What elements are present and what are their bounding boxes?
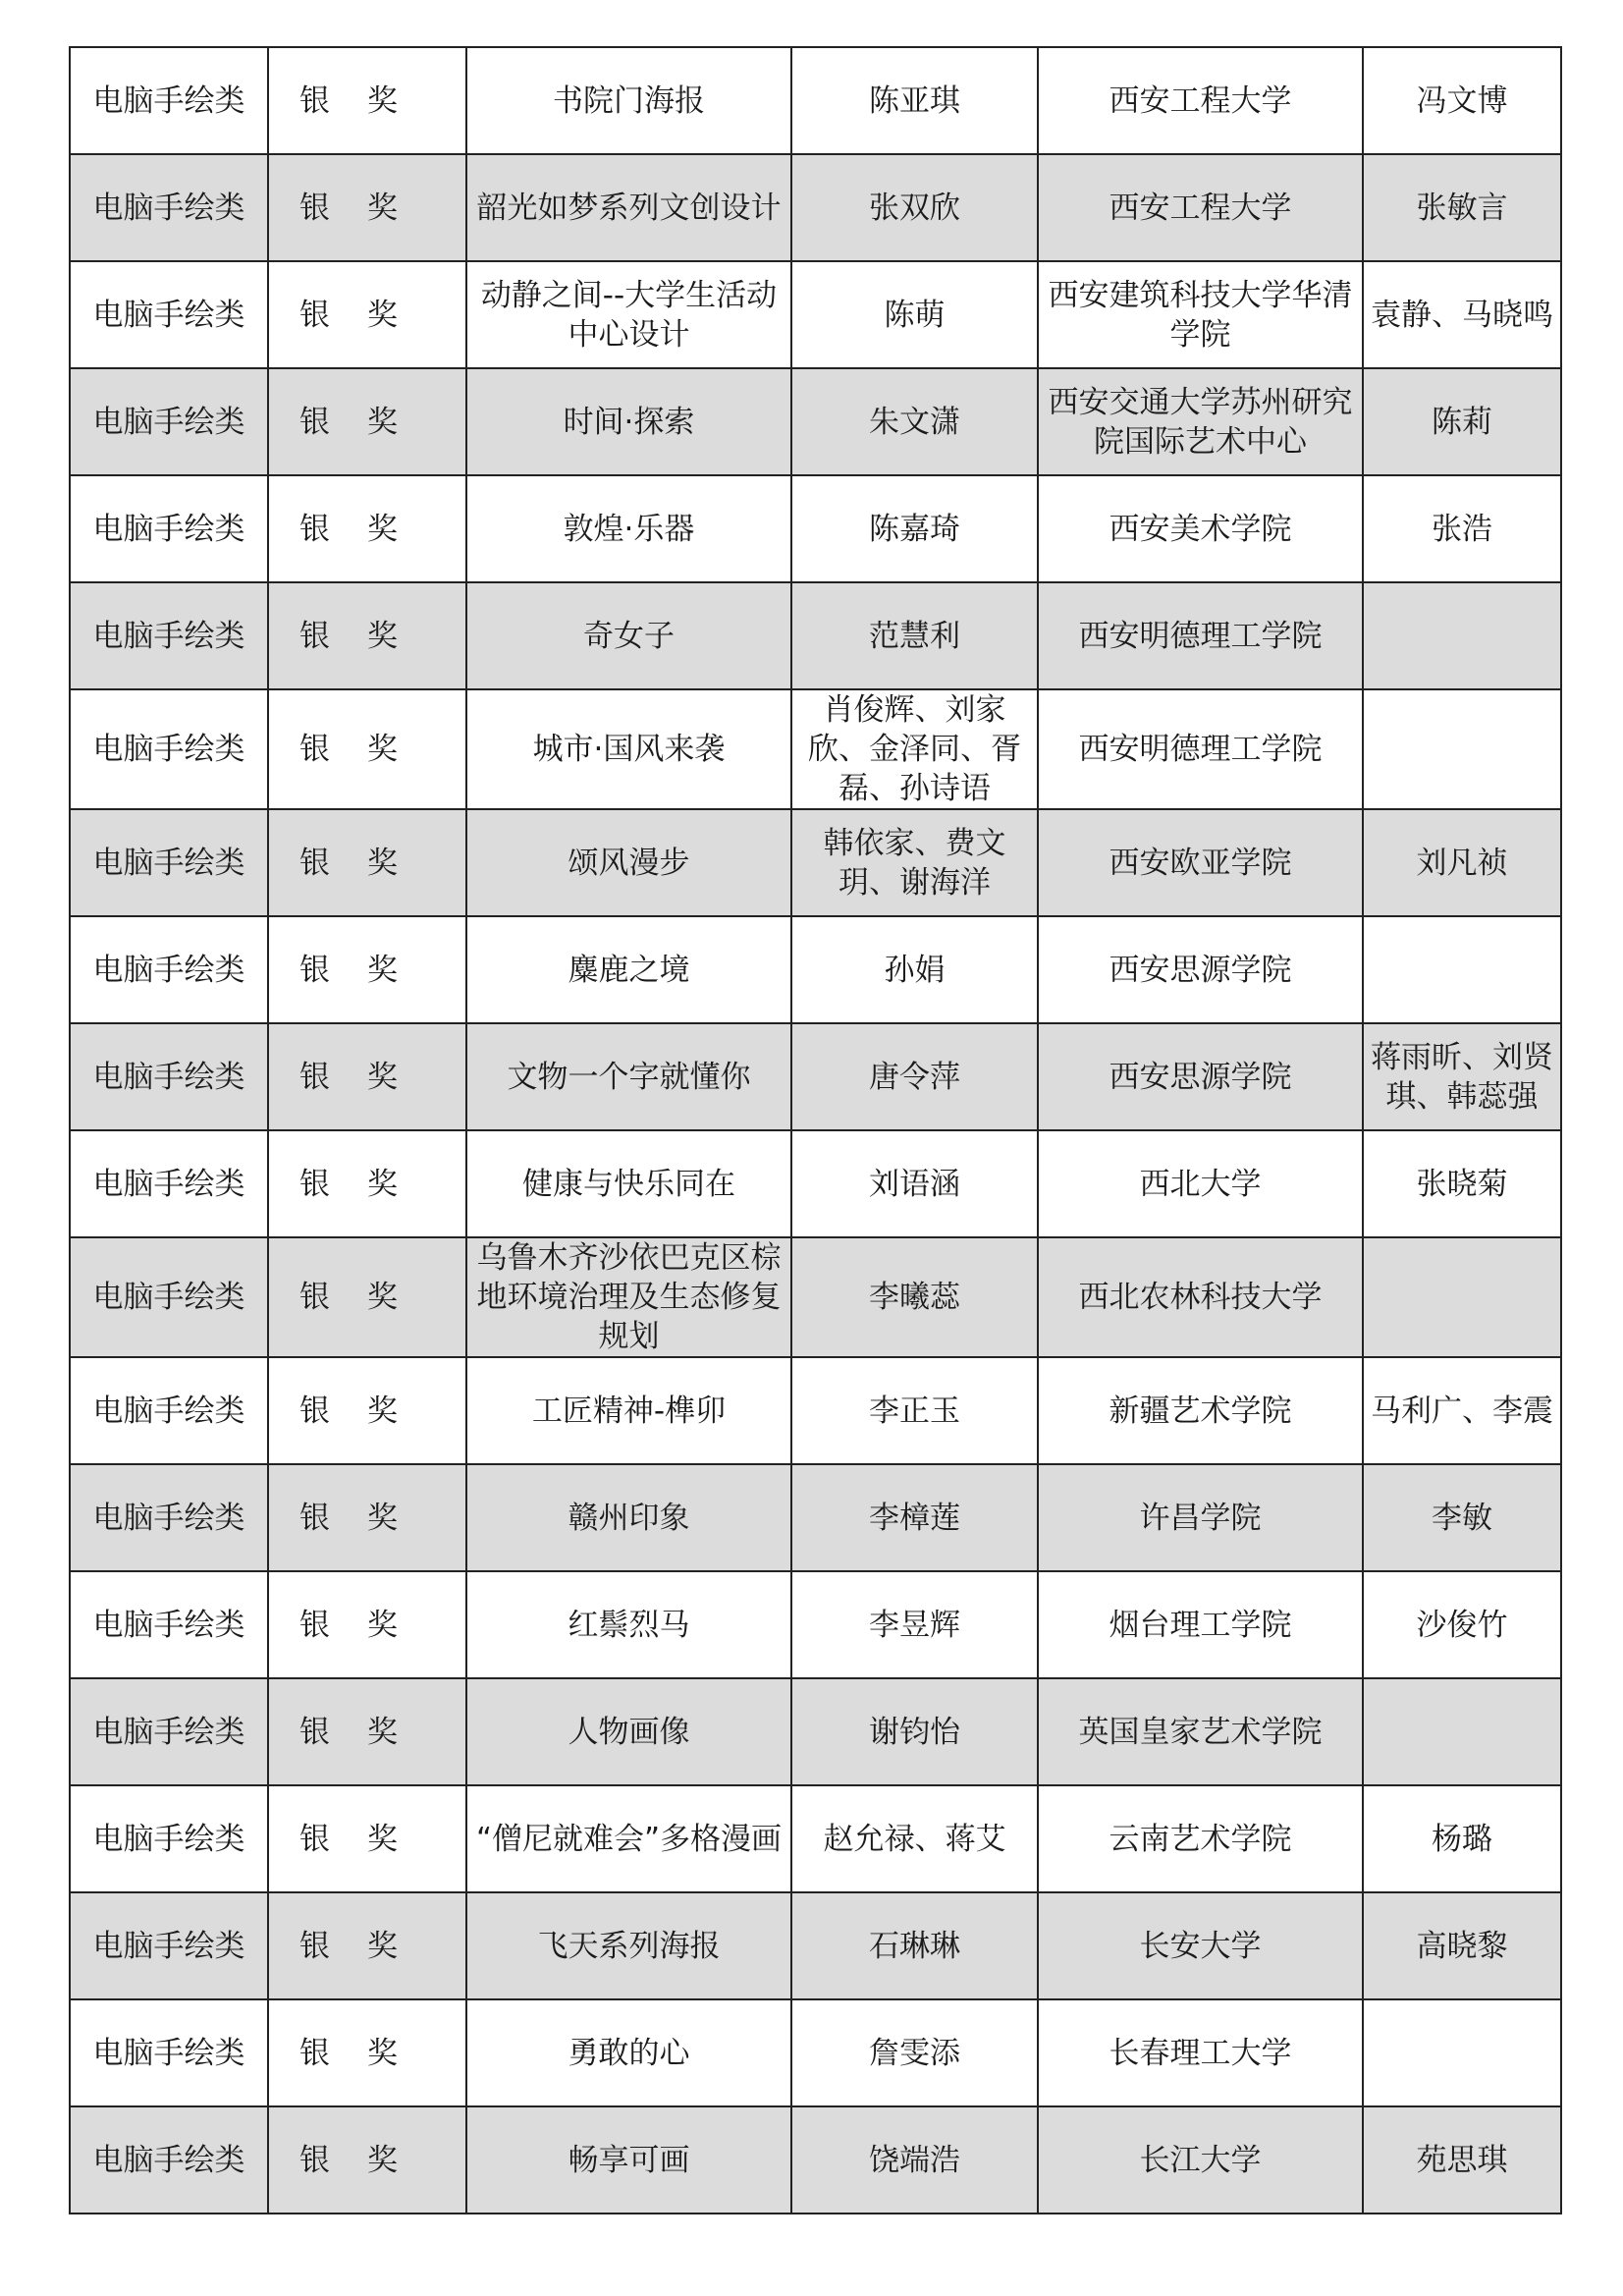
- author-cell: 李正玉: [791, 1357, 1038, 1464]
- advisor-cell: 蒋雨昕、刘贤琪、韩蕊强: [1363, 1023, 1561, 1130]
- advisor-cell: 苑思琪: [1363, 2106, 1561, 2214]
- award-cell: 银奖: [268, 1357, 466, 1464]
- author-cell: 孙娟: [791, 916, 1038, 1023]
- school-cell: 云南艺术学院: [1038, 1785, 1363, 1892]
- table-row: [70, 1023, 1561, 1130]
- author-cell: 李曦蕊: [791, 1237, 1038, 1357]
- advisor-cell: 马利广、李震: [1363, 1357, 1561, 1464]
- advisor-cell: 冯文博: [1363, 47, 1561, 154]
- table-row: [70, 1892, 1561, 1999]
- category-cell: 电脑手绘类: [70, 1999, 268, 2106]
- table-row: [70, 1678, 1561, 1785]
- category-cell: 电脑手绘类: [70, 1464, 268, 1571]
- awards-table-body: [70, 47, 1561, 2214]
- table-row: [70, 47, 1561, 154]
- school-cell: 长安大学: [1038, 1892, 1363, 1999]
- work-title-cell: 乌鲁木齐沙依巴克区棕地环境治理及生态修复规划: [466, 1237, 791, 1357]
- award-cell: 银奖: [268, 689, 466, 809]
- school-cell: 新疆艺术学院: [1038, 1357, 1363, 1464]
- work-title-cell: 韶光如梦系列文创设计: [466, 154, 791, 261]
- category-cell: 电脑手绘类: [70, 1130, 268, 1237]
- school-cell: 西北农林科技大学: [1038, 1237, 1363, 1357]
- award-cell: 银奖: [268, 916, 466, 1023]
- author-cell: 赵允禄、蒋艾: [791, 1785, 1038, 1892]
- award-cell: 银奖: [268, 1023, 466, 1130]
- award-cell: 银奖: [268, 475, 466, 582]
- work-title-cell: “僧尼就难会”多格漫画: [466, 1785, 791, 1892]
- table-row: [70, 1464, 1561, 1571]
- school-cell: 英国皇家艺术学院: [1038, 1678, 1363, 1785]
- table-row: [70, 368, 1561, 475]
- award-cell: 银奖: [268, 2106, 466, 2214]
- award-cell: 银奖: [268, 1464, 466, 1571]
- author-cell: 韩依家、费文玥、谢海洋: [791, 809, 1038, 916]
- work-title-cell: 飞天系列海报: [466, 1892, 791, 1999]
- advisor-cell: 张敏言: [1363, 154, 1561, 261]
- author-cell: 张双欣: [791, 154, 1038, 261]
- award-cell: 银奖: [268, 261, 466, 368]
- author-cell: 李昱辉: [791, 1571, 1038, 1678]
- work-title-cell: 赣州印象: [466, 1464, 791, 1571]
- award-cell: 银奖: [268, 1237, 466, 1357]
- table-row: [70, 1571, 1561, 1678]
- advisor-cell: 高晓黎: [1363, 1892, 1561, 1999]
- advisor-cell: 张晓菊: [1363, 1130, 1561, 1237]
- work-title-cell: 书院门海报: [466, 47, 791, 154]
- advisor-cell: [1363, 1678, 1561, 1785]
- school-cell: 西安建筑科技大学华清学院: [1038, 261, 1363, 368]
- author-cell: 詹雯添: [791, 1999, 1038, 2106]
- school-cell: 西安美术学院: [1038, 475, 1363, 582]
- author-cell: 石琳琳: [791, 1892, 1038, 1999]
- award-cell: 银奖: [268, 47, 466, 154]
- author-cell: 陈萌: [791, 261, 1038, 368]
- category-cell: 电脑手绘类: [70, 1785, 268, 1892]
- advisor-cell: [1363, 582, 1561, 689]
- advisor-cell: [1363, 1999, 1561, 2106]
- award-cell: 银奖: [268, 1999, 466, 2106]
- advisor-cell: [1363, 1237, 1561, 1357]
- school-cell: 西安思源学院: [1038, 916, 1363, 1023]
- school-cell: 西安明德理工学院: [1038, 689, 1363, 809]
- advisor-cell: [1363, 689, 1561, 809]
- table-row: [70, 1357, 1561, 1464]
- work-title-cell: 颂风漫步: [466, 809, 791, 916]
- advisor-cell: 袁静、马晓鸣: [1363, 261, 1561, 368]
- category-cell: 电脑手绘类: [70, 368, 268, 475]
- school-cell: 西安明德理工学院: [1038, 582, 1363, 689]
- table-row: [70, 1999, 1561, 2106]
- category-cell: 电脑手绘类: [70, 47, 268, 154]
- table-row: [70, 2106, 1561, 2214]
- school-cell: 西安工程大学: [1038, 47, 1363, 154]
- advisor-cell: [1363, 916, 1561, 1023]
- category-cell: 电脑手绘类: [70, 582, 268, 689]
- table-row: [70, 689, 1561, 809]
- category-cell: 电脑手绘类: [70, 1023, 268, 1130]
- work-title-cell: 动静之间--大学生活动中心设计: [466, 261, 791, 368]
- award-cell: 银奖: [268, 582, 466, 689]
- category-cell: 电脑手绘类: [70, 689, 268, 809]
- author-cell: 唐令萍: [791, 1023, 1038, 1130]
- school-cell: 西安思源学院: [1038, 1023, 1363, 1130]
- advisor-cell: 刘凡祯: [1363, 809, 1561, 916]
- award-cell: 银奖: [268, 1130, 466, 1237]
- work-title-cell: 工匠精神-榫卯: [466, 1357, 791, 1464]
- category-cell: 电脑手绘类: [70, 916, 268, 1023]
- author-cell: 陈嘉琦: [791, 475, 1038, 582]
- school-cell: 长江大学: [1038, 2106, 1363, 2214]
- author-cell: 李樟莲: [791, 1464, 1038, 1571]
- category-cell: 电脑手绘类: [70, 1357, 268, 1464]
- category-cell: 电脑手绘类: [70, 1571, 268, 1678]
- award-cell: 银奖: [268, 154, 466, 261]
- table-row: [70, 154, 1561, 261]
- category-cell: 电脑手绘类: [70, 2106, 268, 2214]
- author-cell: 刘语涵: [791, 1130, 1038, 1237]
- category-cell: 电脑手绘类: [70, 1237, 268, 1357]
- author-cell: 谢钧怡: [791, 1678, 1038, 1785]
- work-title-cell: 城市·国风来袭: [466, 689, 791, 809]
- category-cell: 电脑手绘类: [70, 475, 268, 582]
- school-cell: 烟台理工学院: [1038, 1571, 1363, 1678]
- table-row: [70, 1785, 1561, 1892]
- school-cell: 西安欧亚学院: [1038, 809, 1363, 916]
- advisor-cell: 沙俊竹: [1363, 1571, 1561, 1678]
- school-cell: 西安交通大学苏州研究院国际艺术中心: [1038, 368, 1363, 475]
- work-title-cell: 红鬃烈马: [466, 1571, 791, 1678]
- advisor-cell: 陈莉: [1363, 368, 1561, 475]
- author-cell: 朱文潇: [791, 368, 1038, 475]
- school-cell: 许昌学院: [1038, 1464, 1363, 1571]
- work-title-cell: 文物一个字就懂你: [466, 1023, 791, 1130]
- awards-table: [69, 46, 1562, 2214]
- award-cell: 银奖: [268, 368, 466, 475]
- work-title-cell: 健康与快乐同在: [466, 1130, 791, 1237]
- author-cell: 饶端浩: [791, 2106, 1038, 2214]
- work-title-cell: 畅享可画: [466, 2106, 791, 2214]
- award-cell: 银奖: [268, 1892, 466, 1999]
- work-title-cell: 奇女子: [466, 582, 791, 689]
- author-cell: 肖俊辉、刘家欣、金泽同、胥磊、孙诗语: [791, 689, 1038, 809]
- table-row: [70, 582, 1561, 689]
- author-cell: 陈亚琪: [791, 47, 1038, 154]
- table-row: [70, 261, 1561, 368]
- advisor-cell: 张浩: [1363, 475, 1561, 582]
- category-cell: 电脑手绘类: [70, 154, 268, 261]
- award-cell: 银奖: [268, 809, 466, 916]
- table-row: [70, 916, 1561, 1023]
- advisor-cell: 杨璐: [1363, 1785, 1561, 1892]
- work-title-cell: 人物画像: [466, 1678, 791, 1785]
- advisor-cell: 李敏: [1363, 1464, 1561, 1571]
- category-cell: 电脑手绘类: [70, 1892, 268, 1999]
- table-row: [70, 809, 1561, 916]
- table-row: [70, 475, 1561, 582]
- school-cell: 长春理工大学: [1038, 1999, 1363, 2106]
- category-cell: 电脑手绘类: [70, 261, 268, 368]
- school-cell: 西安工程大学: [1038, 154, 1363, 261]
- work-title-cell: 敦煌·乐器: [466, 475, 791, 582]
- award-cell: 银奖: [268, 1678, 466, 1785]
- table-row: [70, 1237, 1561, 1357]
- category-cell: 电脑手绘类: [70, 1678, 268, 1785]
- category-cell: 电脑手绘类: [70, 809, 268, 916]
- award-cell: 银奖: [268, 1785, 466, 1892]
- table-row: [70, 1130, 1561, 1237]
- work-title-cell: 时间·探索: [466, 368, 791, 475]
- award-cell: 银奖: [268, 1571, 466, 1678]
- author-cell: 范慧利: [791, 582, 1038, 689]
- school-cell: 西北大学: [1038, 1130, 1363, 1237]
- work-title-cell: 麋鹿之境: [466, 916, 791, 1023]
- work-title-cell: 勇敢的心: [466, 1999, 791, 2106]
